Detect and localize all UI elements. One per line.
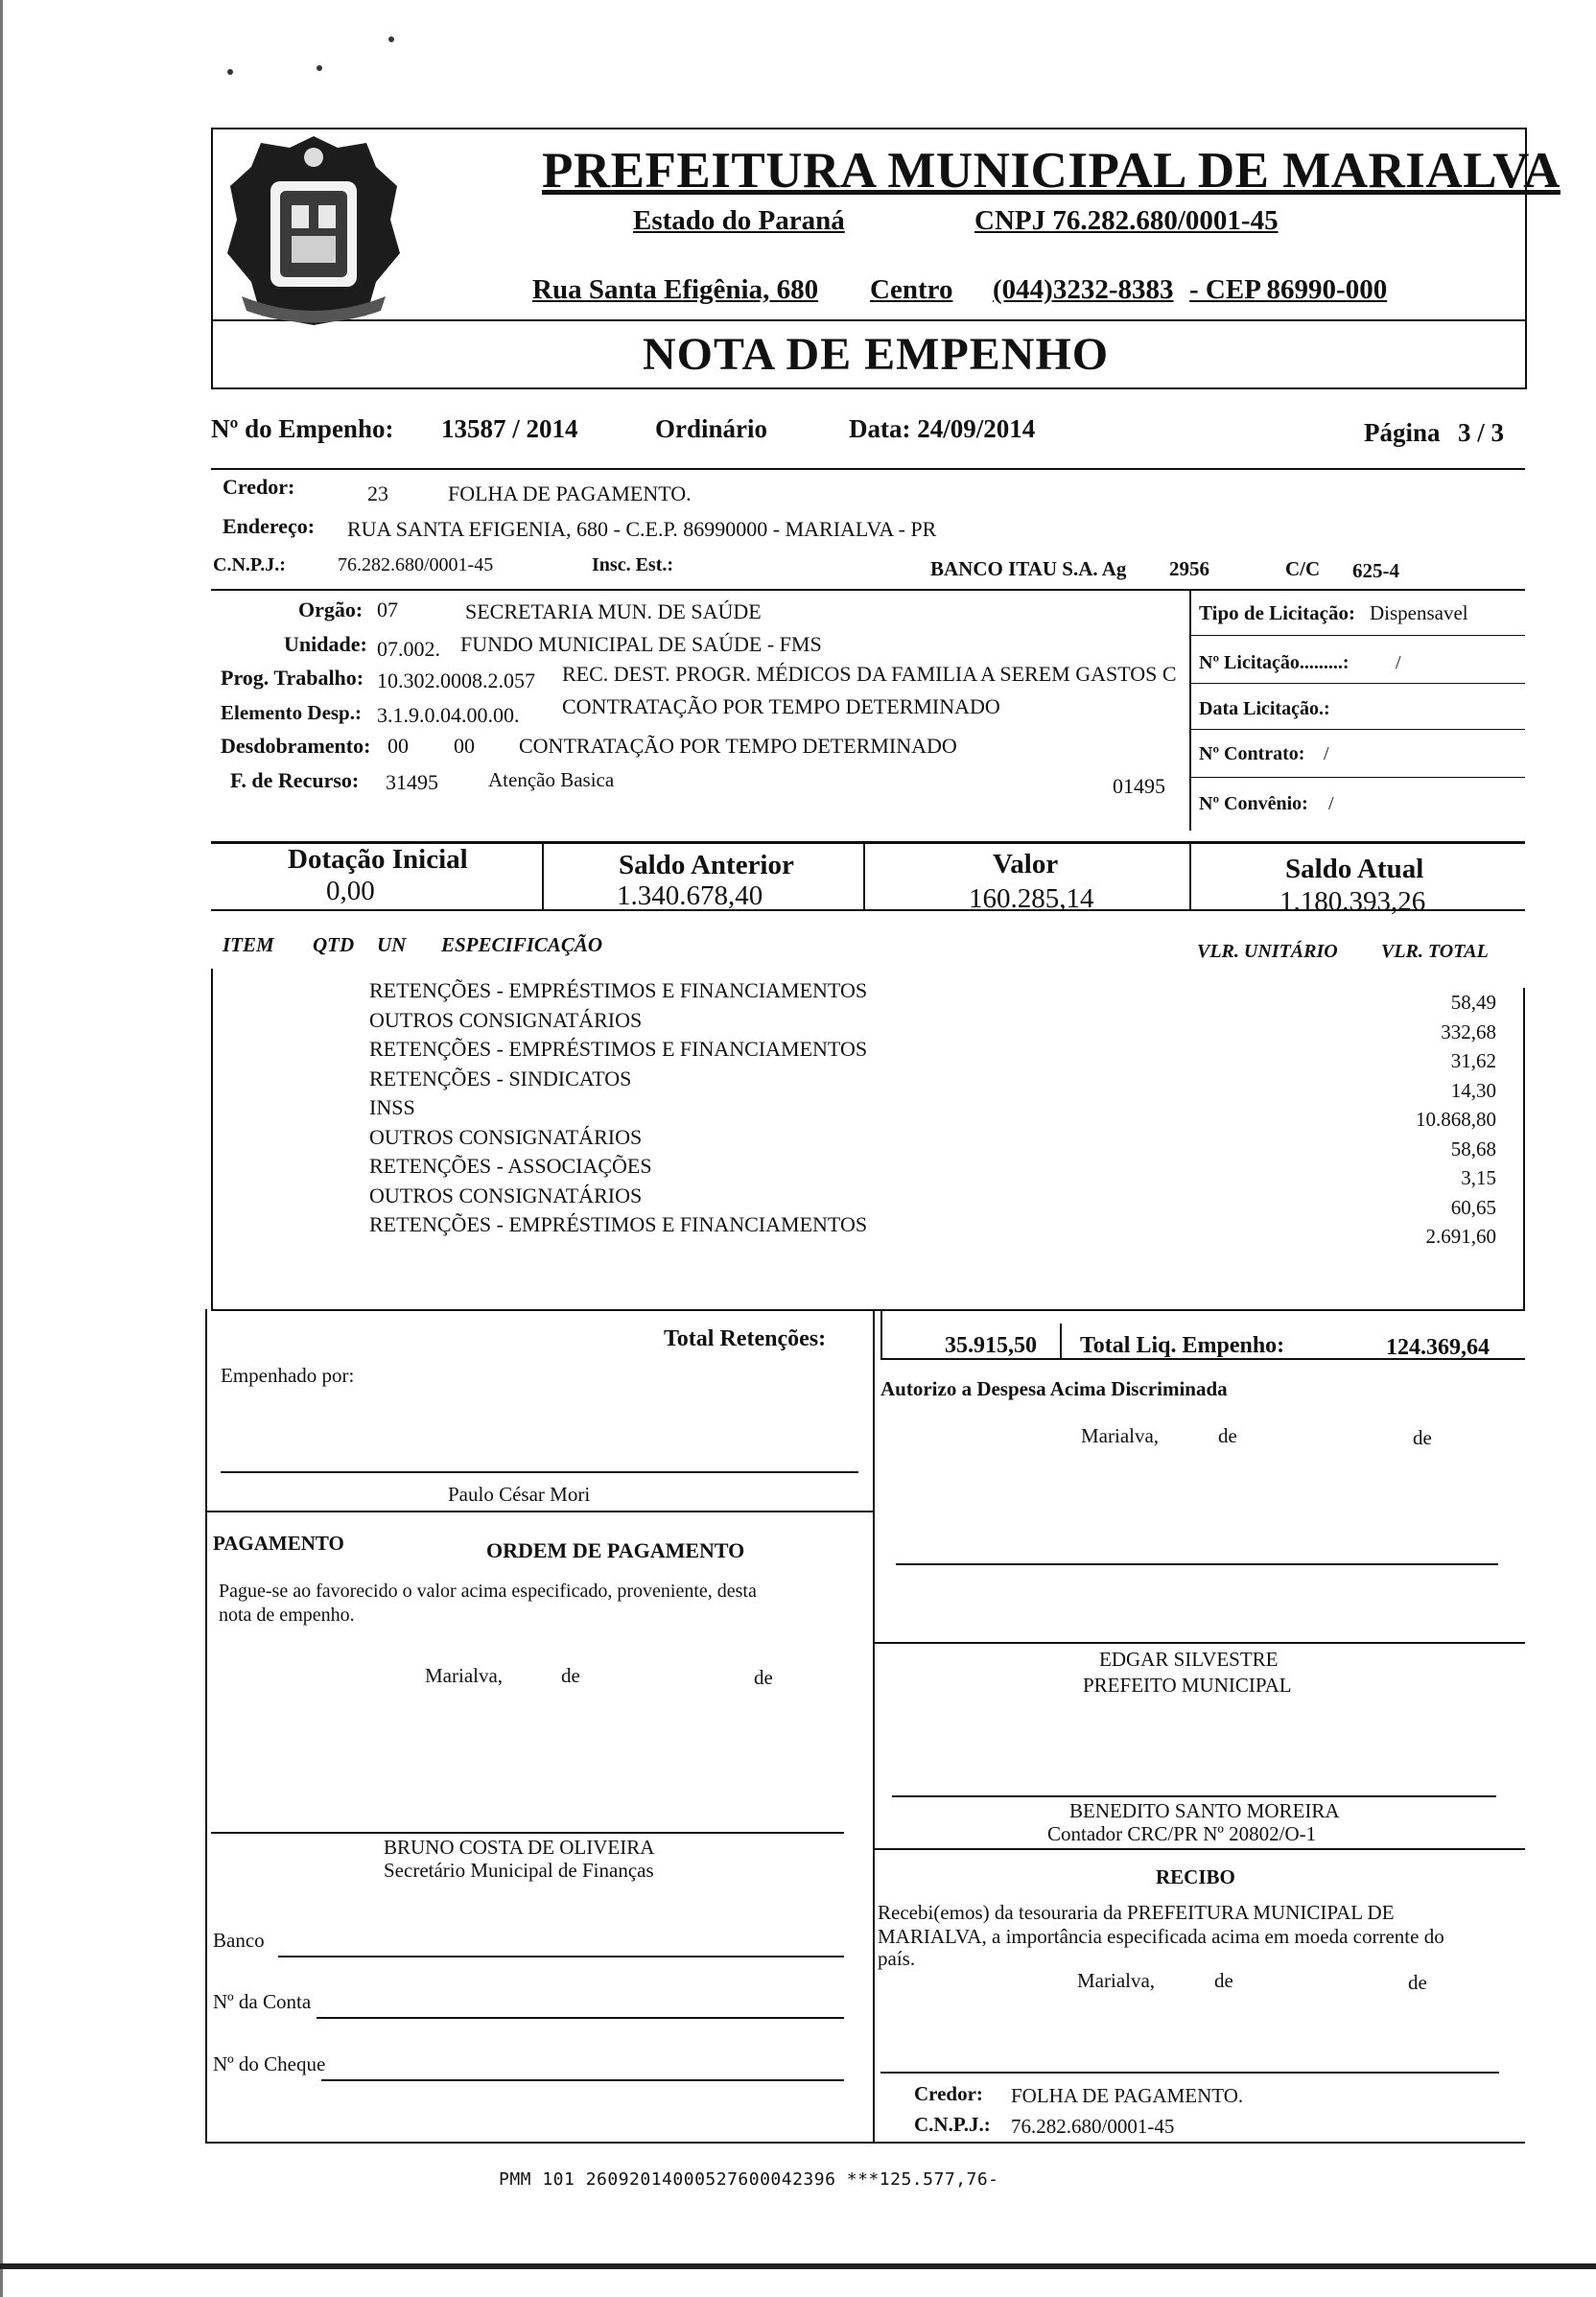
net-commitment-label: Total Liq. Empenho: — [1080, 1333, 1285, 1358]
receipt-place: Marialva, — [1077, 1969, 1156, 1992]
mayor-title: PREFEITO MUNICIPAL — [1083, 1674, 1292, 1697]
unit-code: 07.002. — [377, 637, 440, 661]
finance-secretary-title: Secretário Municipal de Finanças — [384, 1859, 654, 1882]
items-right-border — [1523, 988, 1525, 1309]
breakdown-name: CONTRATAÇÃO POR TEMPO DETERMINADO — [519, 734, 957, 758]
bidding-divider — [1189, 683, 1525, 684]
balances-divider — [542, 842, 544, 909]
item-description: RETENÇÕES - EMPRÉSTIMOS E FINANCIAMENTOS — [369, 978, 868, 1002]
organ-name: SECRETARIA MUN. DE SAÚDE — [465, 599, 762, 623]
current-balance-label: Saldo Atual — [1285, 854, 1424, 884]
organ-code: 07 — [377, 598, 398, 621]
item-description: RETENÇÕES - EMPRÉSTIMOS E FINANCIAMENTOS — [369, 1037, 868, 1061]
column-specification: ESPECIFICAÇÃO — [441, 933, 603, 956]
receipt-month-of: de — [1408, 1971, 1427, 1994]
creditor-address-label: Endereço: — [223, 514, 316, 538]
committed-by-name: Paulo César Mori — [448, 1483, 591, 1506]
initial-allocation-value: 0,00 — [326, 876, 375, 906]
resource-source-label: F. de Recurso: — [230, 768, 360, 792]
header-cep: - CEP 86990-000 — [1189, 274, 1388, 305]
contract-number: / — [1324, 743, 1329, 764]
current-balance-value: 1.180.393,26 — [1279, 886, 1426, 917]
scan-speck — [317, 65, 322, 71]
summary-divider — [1060, 1324, 1062, 1359]
bidding-type-label: Tipo de Licitação: — [1199, 601, 1355, 624]
page-number: 3 / 3 — [1458, 418, 1505, 447]
bank-account: 625-4 — [1352, 559, 1399, 582]
resource-source-name: Atenção Basica — [488, 768, 615, 791]
column-unit-value: VLR. UNITÁRIO — [1197, 941, 1338, 962]
item-description: RETENÇÕES - ASSOCIAÇÕES — [369, 1154, 652, 1178]
amount-value: 160.285,14 — [969, 883, 1094, 914]
bank-account-label: C/C — [1285, 557, 1321, 580]
receipt-heading: RECIBO — [1156, 1865, 1235, 1888]
signature-line — [221, 1471, 858, 1473]
bank-field-line — [278, 1956, 844, 1957]
check-number-label: Nº do Cheque — [213, 2052, 326, 2075]
finance-secretary-name: BRUNO COSTA DE OLIVEIRA — [384, 1836, 655, 1859]
summary-divider — [880, 1309, 882, 1359]
expense-element-name: CONTRATAÇÃO POR TEMPO DETERMINADO — [562, 694, 1000, 718]
empenho-date: Data: 24/09/2014 — [849, 414, 1036, 443]
bidding-type: Dispensavel — [1370, 601, 1468, 624]
mechanical-authentication: PMM 101 26092014000527600042396 ***125.577,76- — [499, 2169, 999, 2190]
receipt-text-2: MARIALVA, a importância especificada acima em moeda corrente do — [878, 1925, 1444, 1948]
item-total: 58,49 — [1450, 991, 1496, 1014]
signatures-bottom-border — [205, 2142, 1525, 2144]
receipt-text-1: Recebi(emos) da tesouraria da PREFEITURA MUNICIPAL DE — [878, 1901, 1395, 1924]
receipt-cnpj: 76.282.680/0001-45 — [1011, 2115, 1175, 2138]
check-number-line — [321, 2079, 844, 2081]
expense-element-label: Elemento Desp.: — [221, 701, 362, 724]
scan-speck — [227, 69, 233, 75]
item-total: 332,68 — [1441, 1020, 1496, 1043]
column-quantity: QTD — [313, 933, 355, 956]
document-title: NOTA DE EMPENHO — [643, 329, 1110, 380]
bidding-number: / — [1396, 652, 1401, 673]
divider — [211, 468, 1525, 470]
creditor-cnpj-label: C.N.P.J.: — [213, 554, 286, 575]
signatures-center-border — [873, 1311, 875, 2144]
creditor-code: 23 — [367, 481, 388, 505]
item-description: OUTROS CONSIGNATÁRIOS — [369, 1183, 643, 1207]
bidding-divider — [1189, 777, 1525, 778]
agreement-label: Nº Convênio: — [1199, 793, 1308, 814]
signatures-left-border — [205, 1309, 207, 2144]
column-unit: UN — [377, 933, 407, 956]
work-program-label: Prog. Trabalho: — [221, 666, 364, 690]
payment-order-text: Pague-se ao favorecido o valor acima especificado, proveniente, desta — [219, 1581, 757, 1602]
payment-order-text-2: nota de empenho. — [219, 1605, 355, 1626]
item-total: 14,30 — [1450, 1078, 1496, 1102]
column-total-value: VLR. TOTAL — [1381, 941, 1489, 962]
divider — [211, 589, 1525, 591]
item-description: RETENÇÕES - SINDICATOS — [369, 1066, 632, 1090]
bank-field-label: Banco — [213, 1929, 265, 1952]
mayor-name: EDGAR SILVESTRE — [1099, 1648, 1279, 1671]
work-program-code: 10.302.0008.2.057 — [377, 668, 535, 692]
receipt-cnpj-label: C.N.P.J.: — [914, 2113, 991, 2136]
expense-element-code: 3.1.9.0.04.00.00. — [377, 703, 520, 727]
divider — [873, 1848, 1525, 1850]
item-description: RETENÇÕES - EMPRÉSTIMOS E FINANCIAMENTOS — [369, 1212, 868, 1236]
bank-agency: 2956 — [1169, 557, 1209, 580]
balances-divider — [1189, 842, 1191, 909]
accountant-name: BENEDITO SANTO MOREIRA — [1069, 1799, 1340, 1822]
organ-label: Orgão: — [298, 598, 364, 621]
resource-source-code: 31495 — [386, 770, 438, 794]
committed-by-label: Empenhado por: — [221, 1364, 355, 1387]
municipal-crest — [223, 129, 405, 330]
agreement-number: / — [1328, 793, 1334, 814]
signature-line — [892, 1795, 1496, 1797]
signature-line — [896, 1563, 1498, 1565]
bidding-box-border — [1189, 591, 1191, 831]
net-commitment-value: 124.369,64 — [1386, 1335, 1490, 1360]
empenho-number-label: Nº do Empenho: — [211, 414, 394, 443]
work-program-name: REC. DEST. PROGR. MÉDICOS DA FAMILIA A SEREM GASTOS C — [562, 662, 1177, 686]
contract-label: Nº Contrato: — [1199, 743, 1305, 764]
payment-place: Marialva, — [425, 1664, 504, 1687]
signature-line — [211, 1832, 844, 1834]
page-label: Página — [1364, 418, 1441, 447]
divider — [873, 1642, 1525, 1644]
creditor-cnpj: 76.282.680/0001-45 — [338, 554, 494, 575]
receipt-creditor-name: FOLHA DE PAGAMENTO. — [1011, 2084, 1244, 2107]
initial-allocation-label: Dotação Inicial — [288, 844, 468, 875]
previous-balance-label: Saldo Anterior — [619, 850, 794, 880]
header-state: Estado do Paraná — [633, 205, 845, 236]
item-total: 10.868,80 — [1416, 1108, 1496, 1131]
previous-balance-value: 1.340.678,40 — [617, 880, 763, 911]
bidding-divider — [1189, 729, 1525, 730]
balances-divider — [863, 842, 865, 909]
empenho-type: Ordinário — [655, 414, 768, 443]
item-total: 3,15 — [1461, 1166, 1496, 1189]
bidding-divider — [1189, 635, 1525, 636]
bidding-date-label: Data Licitação.: — [1199, 698, 1330, 719]
payment-order-heading: ORDEM DE PAGAMENTO — [486, 1538, 745, 1562]
divider — [205, 1511, 874, 1512]
unit-label: Unidade: — [284, 632, 367, 656]
items-total-list — [1381, 988, 1496, 1252]
breakdown-code-b: 00 — [454, 734, 475, 758]
header-divider — [211, 319, 1527, 321]
authorization-place: Marialva, — [1081, 1424, 1160, 1447]
receipt-day-of: de — [1214, 1969, 1233, 1992]
header-district: Centro — [870, 274, 953, 305]
withholdings-value: 35.915,50 — [945, 1333, 1037, 1358]
item-total: 31,62 — [1450, 1049, 1496, 1072]
header-address: Rua Santa Efigênia, 680 — [532, 274, 819, 305]
item-total: 2.691,60 — [1425, 1225, 1496, 1248]
item-total: 60,65 — [1450, 1195, 1496, 1219]
creditor-label: Credor: — [223, 475, 295, 499]
header-cnpj: CNPJ 76.282.680/0001-45 — [974, 205, 1279, 236]
receipt-creditor-label: Credor: — [914, 2082, 983, 2105]
creditor-name: FOLHA DE PAGAMENTO. — [448, 481, 692, 505]
withholdings-label: Total Retenções: — [664, 1326, 827, 1351]
amount-label: Valor — [993, 849, 1059, 879]
resource-source-code-2: 01495 — [1113, 774, 1165, 798]
summary-top-border — [211, 1309, 1525, 1311]
state-registration-label: Insc. Est.: — [592, 554, 674, 575]
breakdown-code-a: 00 — [387, 734, 409, 758]
item-description: OUTROS CONSIGNATÁRIOS — [369, 1007, 643, 1032]
receipt-text-3: país. — [878, 1947, 916, 1970]
account-number-line — [317, 2017, 844, 2019]
items-left-border — [211, 969, 213, 1309]
scan-edge — [0, 0, 3, 2297]
bidding-number-label: Nº Licitação.........: — [1199, 652, 1350, 673]
accountant-title: Contador CRC/PR Nº 20802/O-1 — [1047, 1822, 1317, 1845]
item-description: OUTROS CONSIGNATÁRIOS — [369, 1124, 643, 1149]
account-number-label: Nº da Conta — [213, 1990, 312, 2013]
authorization-month-of: de — [1413, 1426, 1432, 1449]
item-total: 58,68 — [1450, 1137, 1496, 1160]
payment-month-of: de — [754, 1666, 773, 1689]
signature-line — [880, 2072, 1499, 2074]
items-description-list — [369, 976, 867, 1240]
scan-bottom-edge — [0, 2263, 1596, 2269]
bank-name: BANCO ITAU S.A. Ag — [930, 557, 1127, 580]
item-description: INSS — [369, 1095, 415, 1119]
header-title: PREFEITURA MUNICIPAL DE MARIALVA — [542, 143, 1561, 199]
creditor-address: RUA SANTA EFIGENIA, 680 - C.E.P. 86990000 - MARIALVA - PR — [347, 517, 937, 541]
payment-day-of: de — [561, 1664, 580, 1687]
column-item: ITEM — [223, 933, 274, 956]
empenho-number: 13587 / 2014 — [441, 414, 578, 443]
unit-name: FUNDO MUNICIPAL DE SAÚDE - FMS — [460, 632, 822, 656]
header-phone: (044)3232-8383 — [993, 274, 1174, 305]
scan-speck — [388, 36, 394, 42]
authorization-text: Autorizo a Despesa Acima Discriminada — [880, 1377, 1228, 1400]
payment-heading: PAGAMENTO — [213, 1532, 344, 1555]
authorization-day-of: de — [1218, 1424, 1237, 1447]
breakdown-label: Desdobramento: — [221, 734, 371, 758]
